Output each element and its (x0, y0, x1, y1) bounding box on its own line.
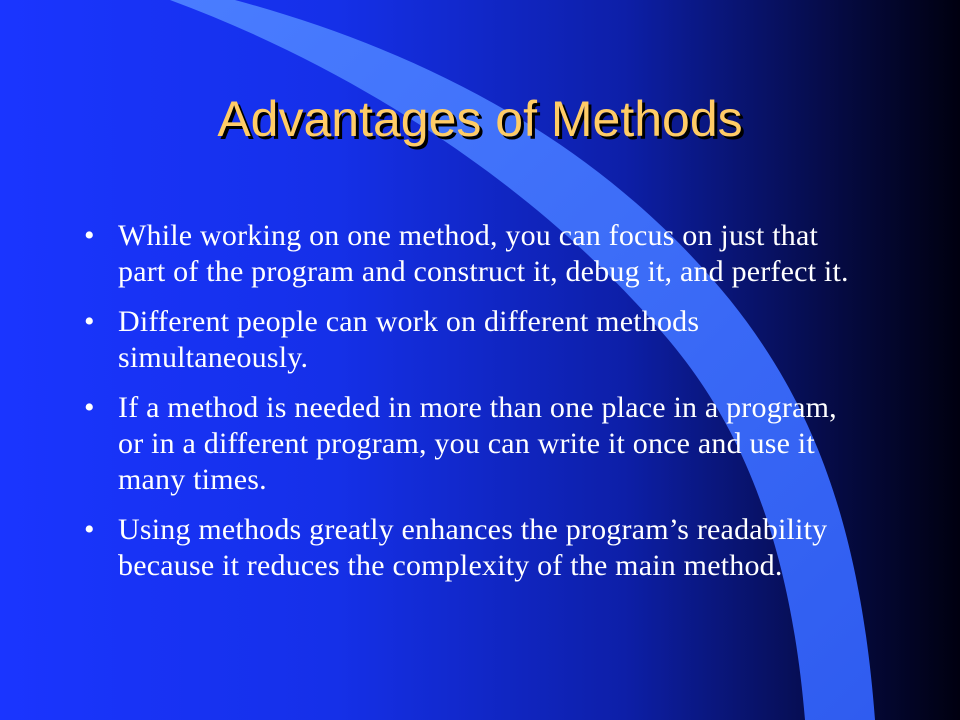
bullet-item (84, 512, 864, 584)
bullet-text: If a method is needed in more than one place in a program, or in a different program, you can write it once and use it many times. (118, 391, 837, 496)
bullet-item (84, 304, 864, 376)
bullet-icon: • (84, 219, 95, 252)
slide-title: Advantages of Methods (217, 91, 743, 147)
bullet-icon: • (84, 391, 95, 424)
bullet-list (84, 218, 864, 598)
bullet-icon: • (84, 305, 95, 338)
bullet-text: Different people can work on different methods simultaneously. (118, 305, 700, 374)
bullet-item (84, 218, 864, 290)
bullet-text: While working on one method, you can focus on just that part of the program and construct it, debug it, and perfect it. (118, 219, 849, 288)
bullet-text: Using methods greatly enhances the program’s readability because it reduces the complexity of the main method. (118, 513, 828, 582)
bullet-icon: • (84, 513, 95, 546)
bullet-item (84, 390, 864, 498)
